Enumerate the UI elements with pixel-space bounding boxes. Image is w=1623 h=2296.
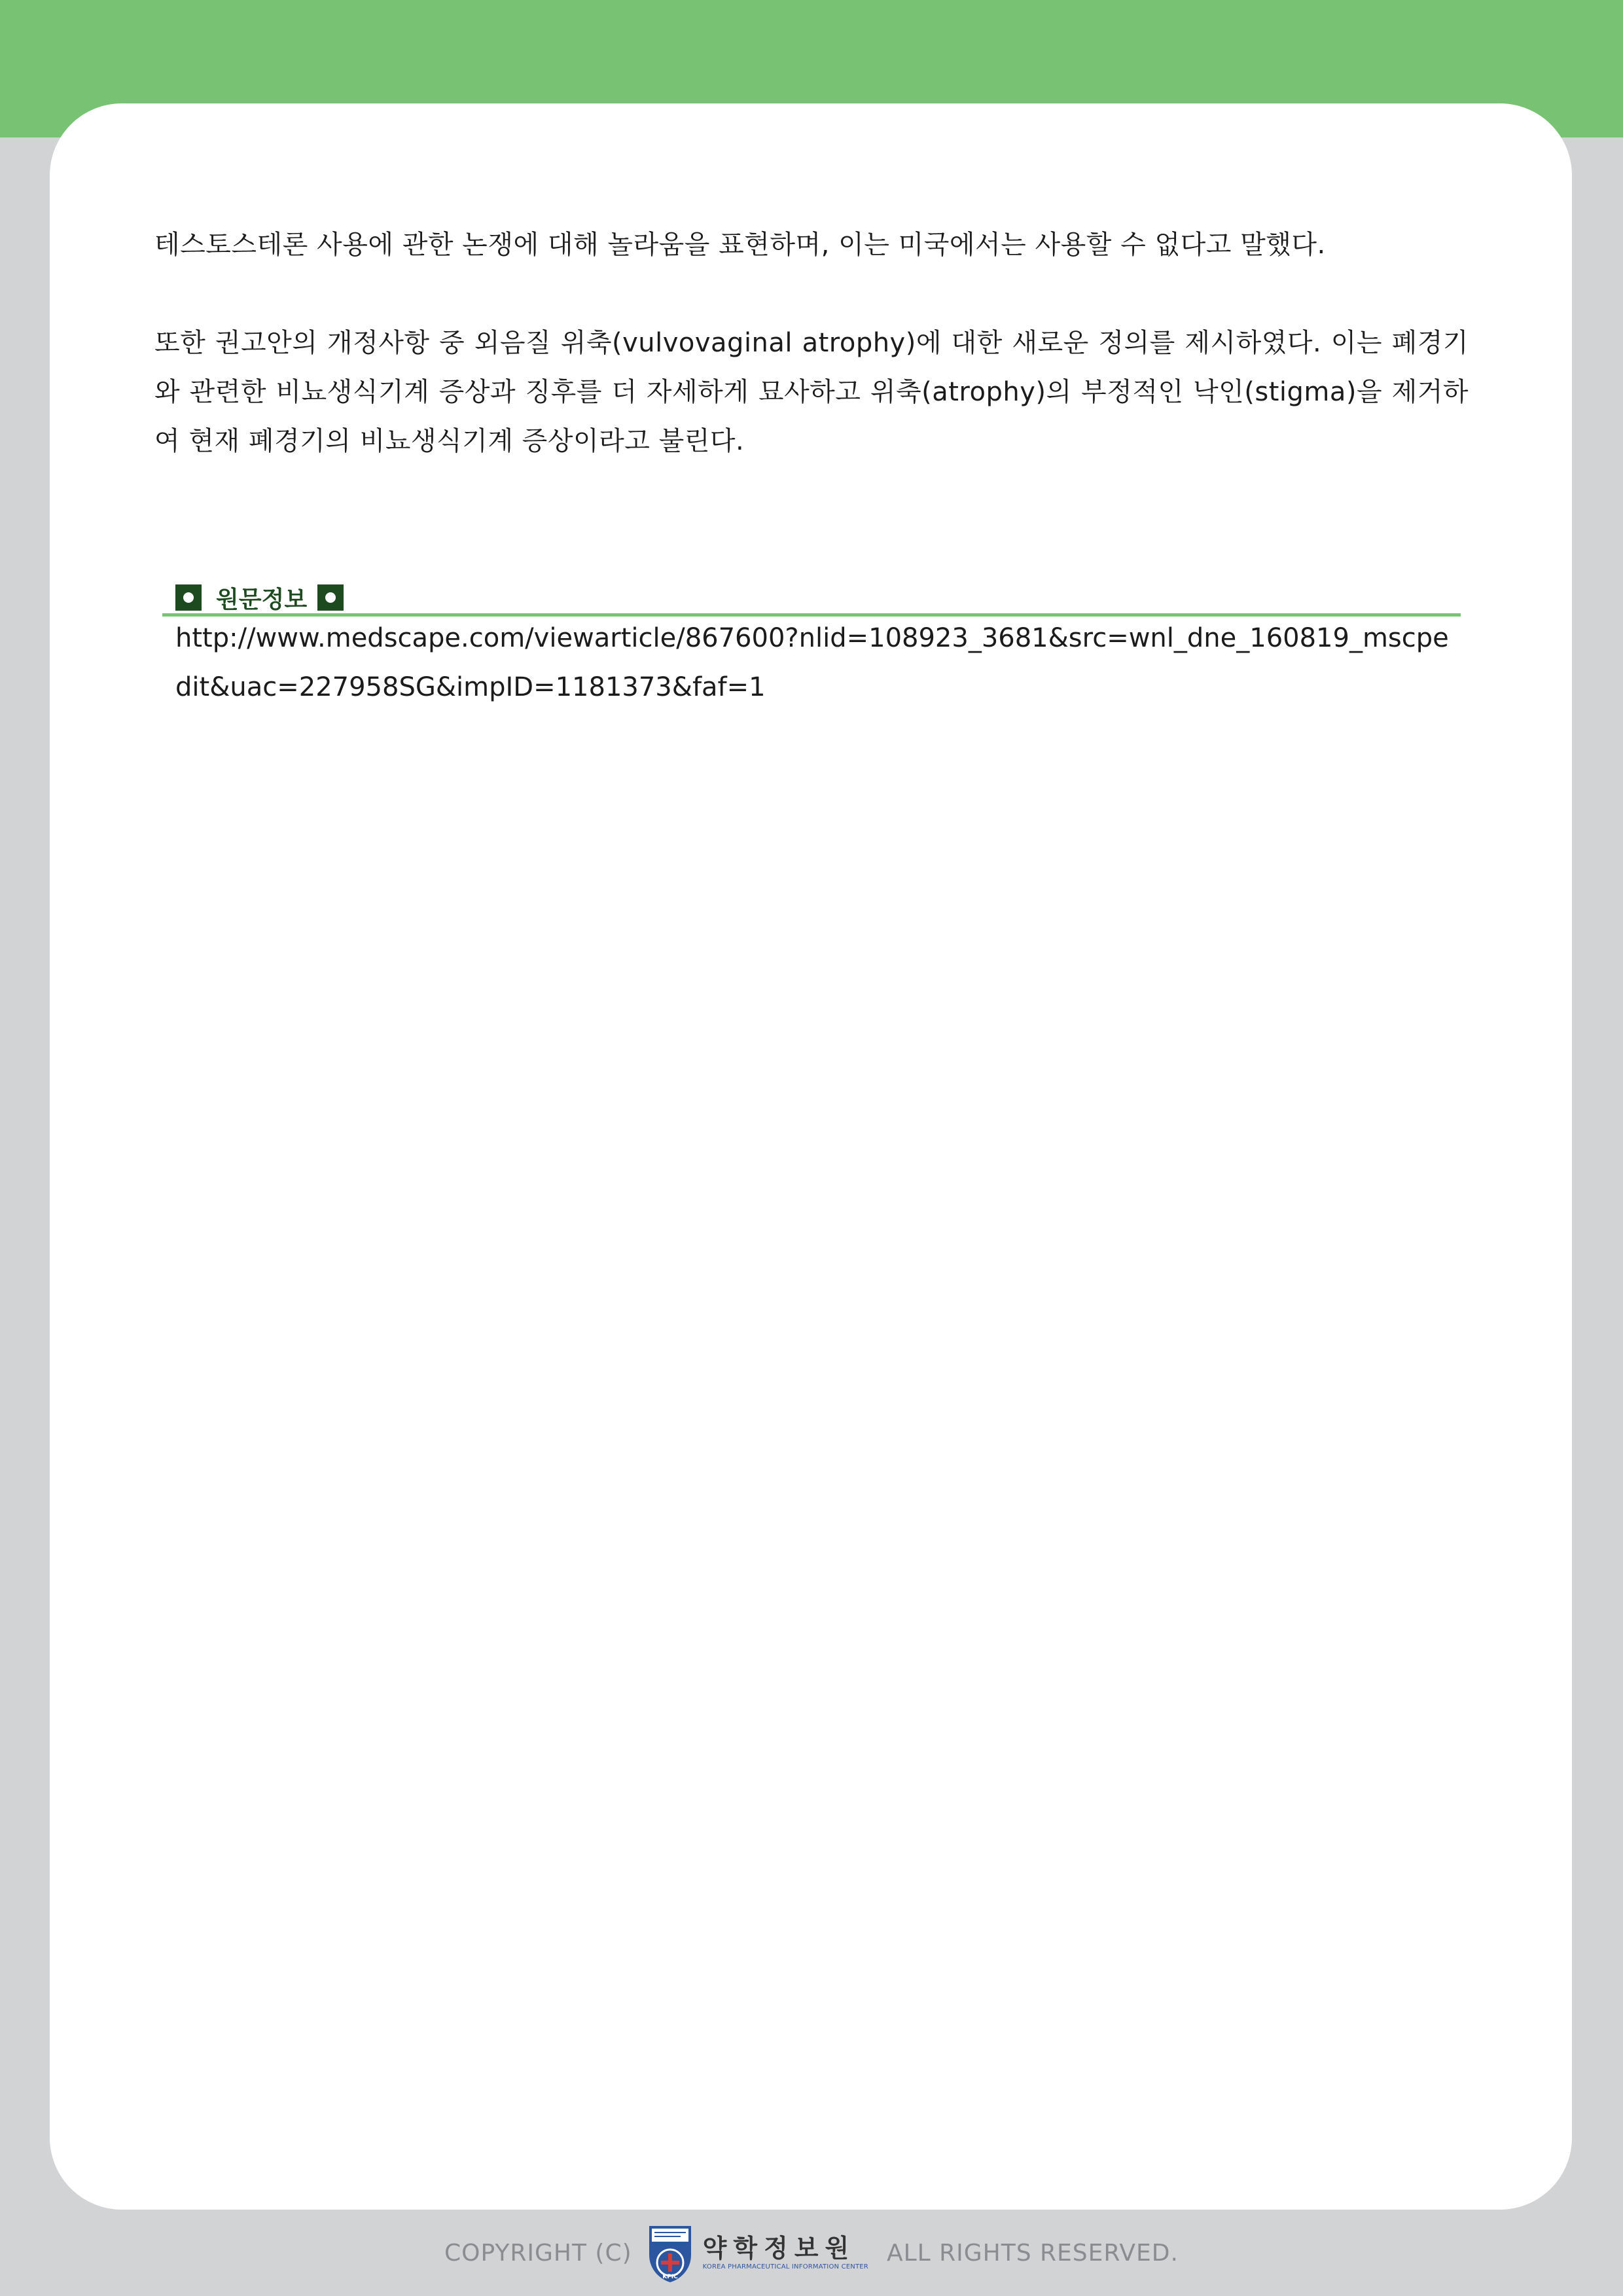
kpic-logo-icon [647, 2222, 694, 2284]
footer [0, 2220, 1623, 2286]
body-paragraph-2: 또한 권고안의 개정사항 중 외음질 위축(vulvovaginal atrophy)에 대한 새로운 정의를 제시하였다. 이는 폐경기와 관련한 비뇨생식기계 증상과 징후를 더 자세하게 묘사하고 위축(atrophy)의 부정적인 낙인(stigma)을 제거하여 현재 폐경기의 비뇨생식기계 증상이라고 불린다. [154, 328, 1469, 456]
organization-name: 약학정보원 [702, 2234, 856, 2263]
rights-reserved-text: ALL RIGHTS RESERVED. [886, 2239, 1179, 2267]
source-url-link[interactable]: http://www.medscape.com/viewarticle/867600?nlid=108923_3681&src=wnl_dne_160819_mscpedit&uac=227958SG&impID=1181373&faf=1 [175, 623, 1449, 702]
square-bullet-icon [175, 584, 202, 611]
organization-subtitle: KOREA PHARMACEUTICAL INFORMATION CENTER [702, 2263, 868, 2270]
organization-block [703, 2234, 868, 2272]
copyright-text: COPYRIGHT (C) [444, 2239, 632, 2267]
source-section-header [175, 581, 344, 614]
square-bullet-icon [317, 584, 344, 611]
logo-label: KPIC [662, 2274, 678, 2280]
source-section-title: 원문정보 [216, 586, 308, 613]
body-paragraph-1: 테스토스테론 사용에 관한 논쟁에 대해 놀라움을 표현하며, 이는 미국에서는 사용할 수 없다고 말했다. [154, 230, 1326, 260]
